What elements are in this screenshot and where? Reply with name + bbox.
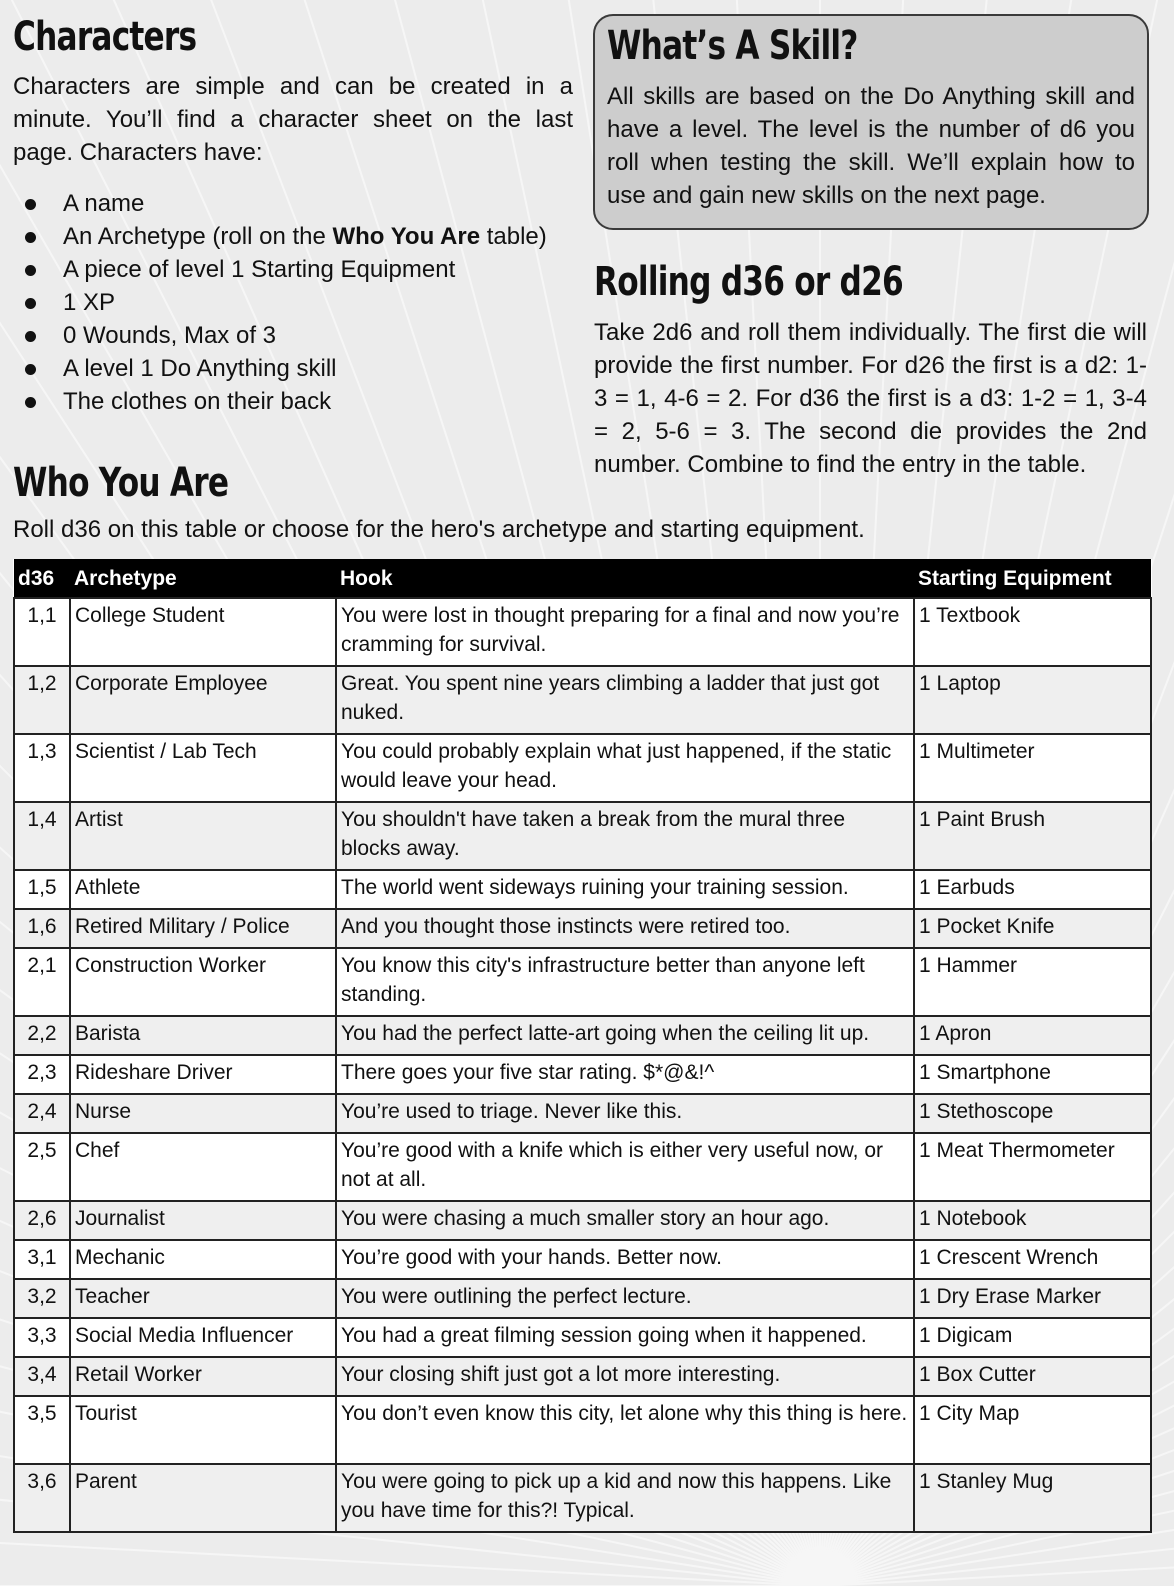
equipment-cell: 1 Paint Brush bbox=[914, 802, 1151, 870]
list-item: A name bbox=[13, 187, 573, 220]
roll-cell: 1,3 bbox=[14, 734, 70, 802]
table-row bbox=[14, 1094, 1151, 1133]
equipment-cell: 1 Earbuds bbox=[914, 870, 1151, 909]
roll-cell: 2,6 bbox=[14, 1201, 70, 1240]
table-row bbox=[14, 598, 1151, 666]
hook-cell: You had the perfect latte-art going when the ceiling lit up. bbox=[336, 1016, 914, 1055]
table-row bbox=[14, 734, 1151, 802]
hook-cell: There goes your five star rating. $*@&!^ bbox=[336, 1055, 914, 1094]
hook-cell: You’re good with a knife which is either very useful now, or not at all. bbox=[336, 1133, 914, 1201]
list-item: An Archetype (roll on the Who You Are table) bbox=[13, 220, 573, 253]
table-row bbox=[14, 1016, 1151, 1055]
list-item: The clothes on their back bbox=[13, 385, 573, 418]
roll-cell: 1,4 bbox=[14, 802, 70, 870]
rolling-heading: Rolling d36 or d26 bbox=[594, 259, 903, 305]
archetype-cell: Nurse bbox=[70, 1094, 336, 1133]
who-you-are-intro: Roll d36 on this table or choose for the hero's archetype and starting equipment. bbox=[13, 516, 865, 543]
archetype-cell: Retail Worker bbox=[70, 1357, 336, 1396]
roll-cell: 2,4 bbox=[14, 1094, 70, 1133]
hook-cell: And you thought those instincts were retired too. bbox=[336, 909, 914, 948]
table-row bbox=[14, 1201, 1151, 1240]
hook-cell: Great. You spent nine years climbing a ladder that just got nuked. bbox=[336, 666, 914, 734]
characters-section bbox=[13, 14, 573, 418]
archetype-cell: Teacher bbox=[70, 1279, 336, 1318]
character-attributes-list bbox=[13, 187, 573, 418]
hook-cell: You were lost in thought preparing for a final and now you’re cramming for survival. bbox=[336, 598, 914, 666]
characters-heading: Characters bbox=[13, 14, 197, 60]
table-row bbox=[14, 802, 1151, 870]
skill-text: All skills are based on the Do Anything skill and have a level. The level is the number of d6 you roll when testing the skill. We’ll explain how to use and gain new skills on the next page. bbox=[607, 83, 1135, 209]
table-row bbox=[14, 948, 1151, 1016]
table-row bbox=[14, 909, 1151, 948]
hook-cell: You know this city's infrastructure better than anyone left standing. bbox=[336, 948, 914, 1016]
table-row bbox=[14, 1133, 1151, 1201]
equipment-cell: 1 Dry Erase Marker bbox=[914, 1279, 1151, 1318]
equipment-cell: 1 Crescent Wrench bbox=[914, 1240, 1151, 1279]
hook-cell: You’re used to triage. Never like this. bbox=[336, 1094, 914, 1133]
list-item: A piece of level 1 Starting Equipment bbox=[13, 253, 573, 286]
hook-cell: You had a great filming session going when it happened. bbox=[336, 1318, 914, 1357]
archetype-cell: Construction Worker bbox=[70, 948, 336, 1016]
hook-cell: You were chasing a much smaller story an hour ago. bbox=[336, 1201, 914, 1240]
table-row bbox=[14, 870, 1151, 909]
equipment-cell: 1 Stethoscope bbox=[914, 1094, 1151, 1133]
archetype-cell: Scientist / Lab Tech bbox=[70, 734, 336, 802]
table-row bbox=[14, 1318, 1151, 1357]
equipment-cell: 1 Pocket Knife bbox=[914, 909, 1151, 948]
roll-cell: 1,6 bbox=[14, 909, 70, 948]
hook-cell: You were going to pick up a kid and now this happens. Like you have time for this?! Typical. bbox=[336, 1464, 914, 1532]
equipment-cell: 1 Multimeter bbox=[914, 734, 1151, 802]
characters-intro: Characters are simple and can be created in a minute. You’ll find a character sheet on the last page. Characters have: bbox=[13, 73, 573, 166]
archetype-cell: Rideshare Driver bbox=[70, 1055, 336, 1094]
roll-cell: 3,5 bbox=[14, 1396, 70, 1464]
column-header-d36: d36 bbox=[14, 559, 70, 598]
skill-heading: What’s A Skill? bbox=[607, 23, 858, 69]
table-row bbox=[14, 1464, 1151, 1532]
roll-cell: 2,5 bbox=[14, 1133, 70, 1201]
column-header-archetype: Archetype bbox=[70, 559, 336, 598]
archetype-cell: Chef bbox=[70, 1133, 336, 1201]
archetype-cell: Athlete bbox=[70, 870, 336, 909]
roll-cell: 1,5 bbox=[14, 870, 70, 909]
who-you-are-heading: Who You Are bbox=[13, 460, 229, 506]
table-header bbox=[14, 559, 1151, 598]
roll-cell: 2,3 bbox=[14, 1055, 70, 1094]
table-row bbox=[14, 1240, 1151, 1279]
archetype-cell: Social Media Influencer bbox=[70, 1318, 336, 1357]
archetype-cell: Retired Military / Police bbox=[70, 909, 336, 948]
skill-callout-box bbox=[593, 14, 1149, 230]
list-item: 1 XP bbox=[13, 286, 573, 319]
roll-cell: 2,1 bbox=[14, 948, 70, 1016]
column-header-hook: Hook bbox=[336, 559, 914, 598]
who-you-are-reference: Who You Are bbox=[332, 223, 481, 250]
archetype-cell: Artist bbox=[70, 802, 336, 870]
roll-cell: 1,2 bbox=[14, 666, 70, 734]
archetype-cell: College Student bbox=[70, 598, 336, 666]
archetype-cell: Mechanic bbox=[70, 1240, 336, 1279]
hook-cell: You don’t even know this city, let alone why this thing is here. bbox=[336, 1396, 914, 1464]
equipment-cell: 1 Apron bbox=[914, 1016, 1151, 1055]
rolling-text: Take 2d6 and roll them individually. The first die will provide the first number. For d26 the first is a d2: 1-3 = 1, 4-6 = 2. For d36 the first is a d3: 1-2 = 1, 3-4 = 2, 5-6 = 3. The second die provides the 2nd number. Combine to find the entry in the table. bbox=[594, 319, 1147, 478]
archetype-cell: Parent bbox=[70, 1464, 336, 1532]
roll-cell: 1,1 bbox=[14, 598, 70, 666]
archetype-cell: Journalist bbox=[70, 1201, 336, 1240]
hook-cell: You could probably explain what just happened, if the static would leave your head. bbox=[336, 734, 914, 802]
roll-cell: 3,6 bbox=[14, 1464, 70, 1532]
equipment-cell: 1 Meat Thermometer bbox=[914, 1133, 1151, 1201]
table-row bbox=[14, 1357, 1151, 1396]
equipment-cell: 1 Box Cutter bbox=[914, 1357, 1151, 1396]
roll-cell: 3,3 bbox=[14, 1318, 70, 1357]
archetype-cell: Tourist bbox=[70, 1396, 336, 1464]
equipment-cell: 1 Hammer bbox=[914, 948, 1151, 1016]
table-row bbox=[14, 1396, 1151, 1464]
archetype-cell: Corporate Employee bbox=[70, 666, 336, 734]
hook-cell: You’re good with your hands. Better now. bbox=[336, 1240, 914, 1279]
equipment-cell: 1 Textbook bbox=[914, 598, 1151, 666]
equipment-cell: 1 Notebook bbox=[914, 1201, 1151, 1240]
hook-cell: Your closing shift just got a lot more interesting. bbox=[336, 1357, 914, 1396]
hook-cell: You were outlining the perfect lecture. bbox=[336, 1279, 914, 1318]
column-header-equipment: Starting Equipment bbox=[914, 559, 1151, 598]
roll-cell: 3,4 bbox=[14, 1357, 70, 1396]
list-item: 0 Wounds, Max of 3 bbox=[13, 319, 573, 352]
rolling-section bbox=[594, 258, 1147, 481]
hook-cell: The world went sideways ruining your training session. bbox=[336, 870, 914, 909]
equipment-cell: 1 Smartphone bbox=[914, 1055, 1151, 1094]
equipment-cell: 1 Laptop bbox=[914, 666, 1151, 734]
table-row bbox=[14, 1279, 1151, 1318]
archetype-cell: Barista bbox=[70, 1016, 336, 1055]
archetype-table bbox=[13, 559, 1152, 1533]
roll-cell: 2,2 bbox=[14, 1016, 70, 1055]
equipment-cell: 1 Stanley Mug bbox=[914, 1464, 1151, 1532]
table-row bbox=[14, 1055, 1151, 1094]
roll-cell: 3,2 bbox=[14, 1279, 70, 1318]
equipment-cell: 1 City Map bbox=[914, 1396, 1151, 1464]
hook-cell: You shouldn't have taken a break from the mural three blocks away. bbox=[336, 802, 914, 870]
roll-cell: 3,1 bbox=[14, 1240, 70, 1279]
table-row bbox=[14, 666, 1151, 734]
list-item: A level 1 Do Anything skill bbox=[13, 352, 573, 385]
table-body bbox=[14, 598, 1151, 1532]
equipment-cell: 1 Digicam bbox=[914, 1318, 1151, 1357]
